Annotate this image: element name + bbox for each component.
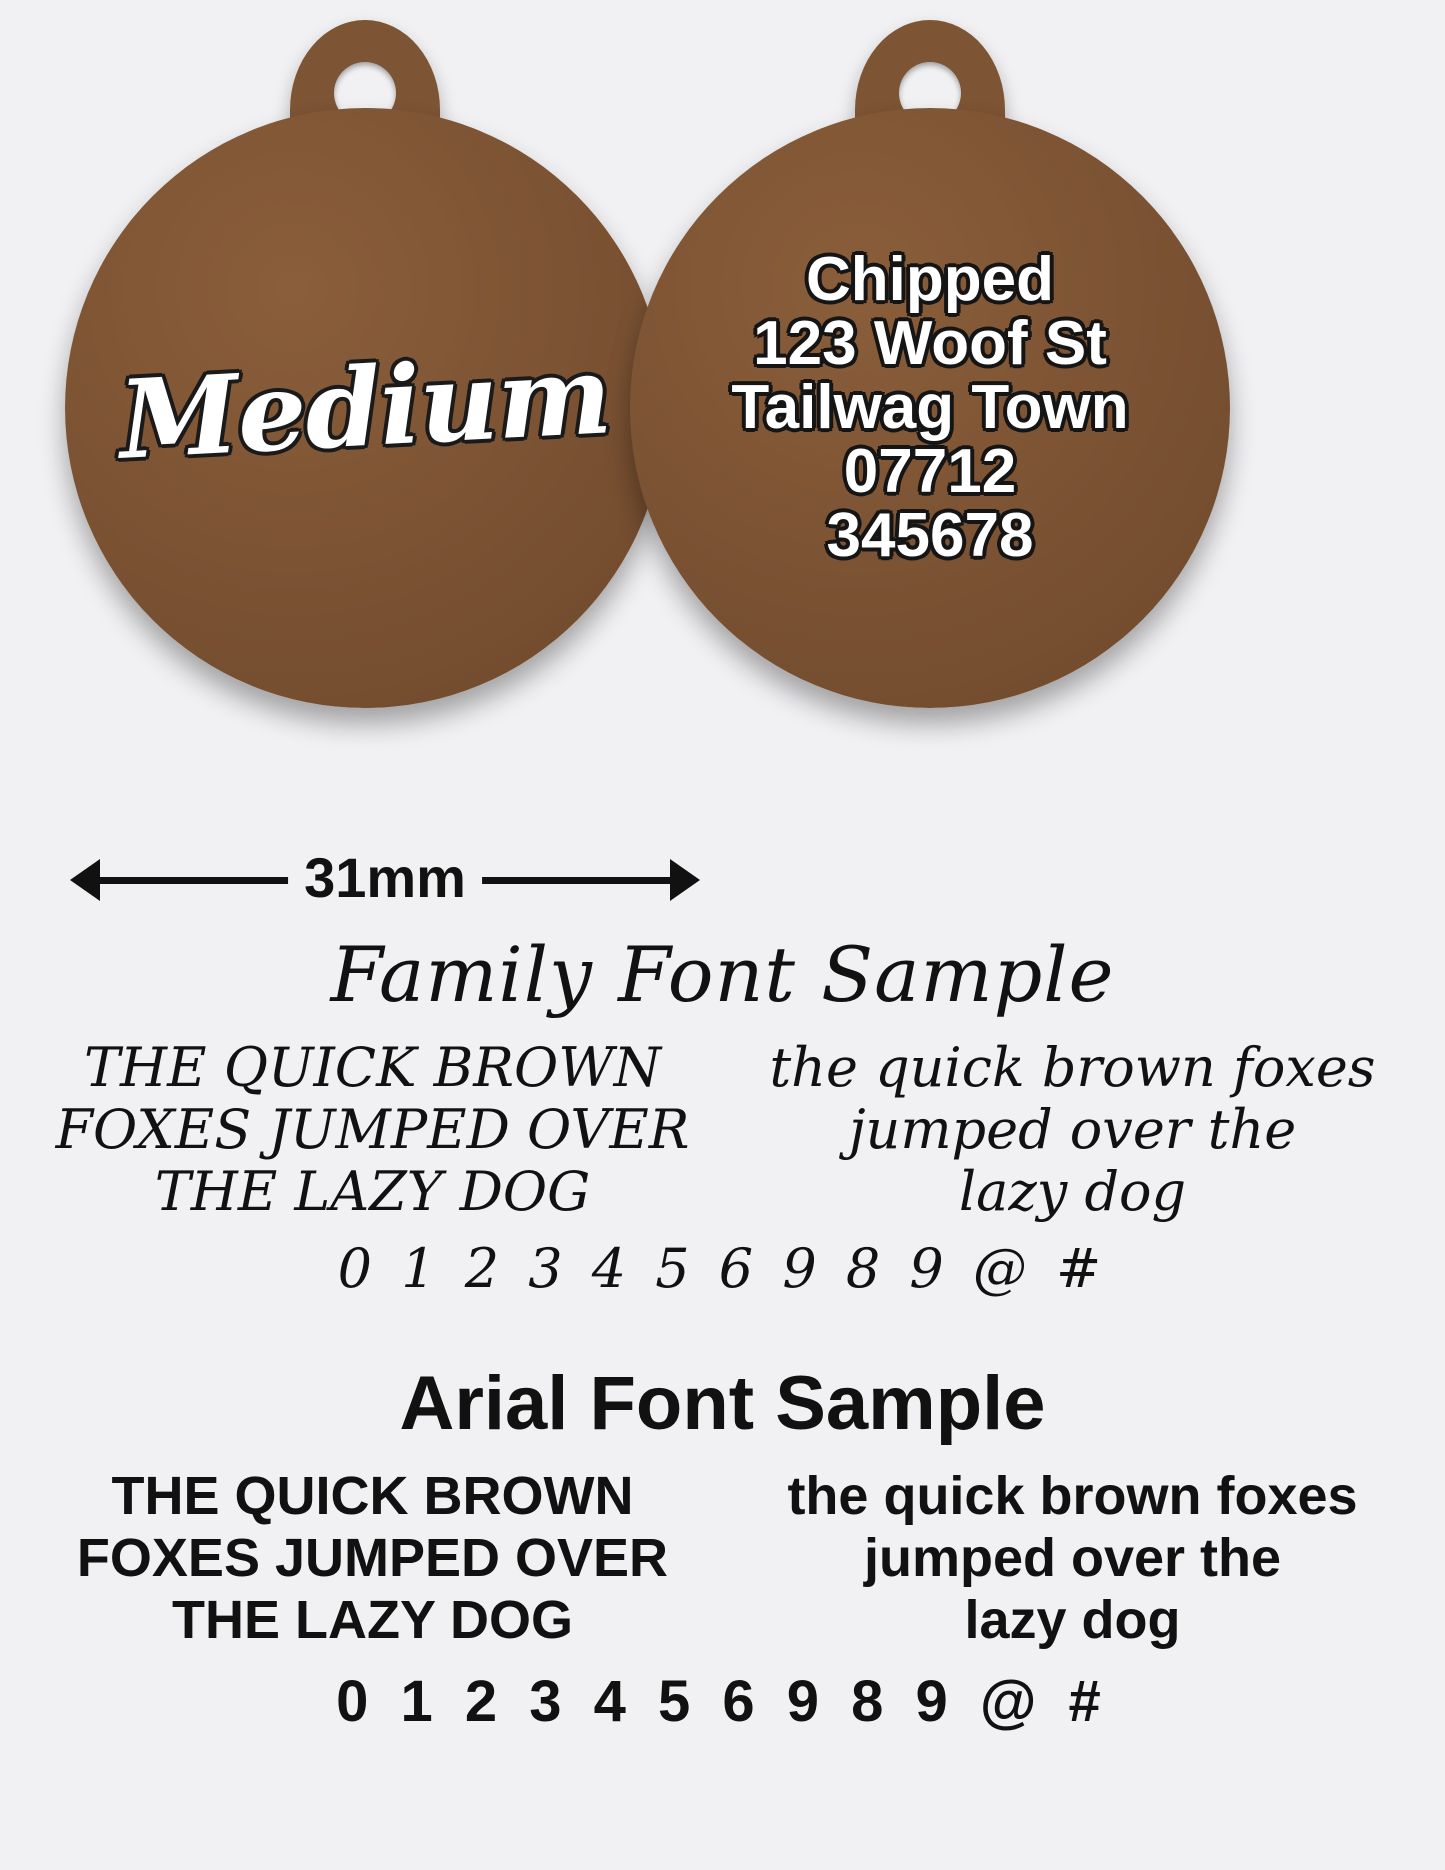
font-samples — [0, 930, 1445, 1735]
sample-line: the quick brown foxes — [787, 1466, 1358, 1527]
sample-line: THE LAZY DOG — [154, 1160, 591, 1224]
engraving-line: Chipped — [806, 245, 1054, 315]
sample-lowercase-family — [743, 1037, 1403, 1223]
sample-line: THE LAZY DOG — [171, 1590, 574, 1651]
sample-lowercase-arial — [743, 1465, 1403, 1651]
dimension-indicator — [70, 845, 700, 915]
font-sample-arial — [0, 1360, 1445, 1734]
tag-front — [55, 20, 675, 740]
sample-title-arial: Arial Font Sample — [399, 1361, 1046, 1447]
sample-line: the quick brown foxes — [769, 1036, 1376, 1099]
sample-line: THE QUICK BROWN — [111, 1466, 634, 1527]
tag-size-label: Medium — [116, 332, 614, 484]
pet-tag-preview — [0, 0, 1445, 830]
dimension-label: 31mm — [288, 843, 482, 913]
tag-engraving-text — [731, 245, 1129, 570]
sample-line: jumped over the — [863, 1528, 1282, 1589]
engraving-line: 123 Woof St — [753, 309, 1107, 379]
arrow-right-icon — [670, 859, 700, 901]
tag-back — [620, 20, 1240, 740]
sample-numbers-arial: 0 1 2 3 4 5 6 9 8 9 @ # — [336, 1668, 1109, 1734]
sample-line: lazy dog — [964, 1590, 1181, 1651]
sample-line: THE QUICK BROWN — [84, 1036, 661, 1099]
sample-line: FOXES JUMPED OVER — [55, 1098, 690, 1162]
sample-uppercase-family — [43, 1037, 703, 1223]
engraving-line: 07712 — [843, 436, 1017, 506]
sample-uppercase-arial — [43, 1465, 703, 1651]
sample-line: FOXES JUMPED OVER — [76, 1528, 669, 1589]
engraving-line: 345678 — [826, 500, 1034, 570]
sample-line: jumped over the — [848, 1098, 1297, 1162]
engraving-line: Tailwag Town — [731, 373, 1129, 443]
sample-line: lazy dog — [958, 1160, 1187, 1224]
sample-title-family: Family Font Sample — [330, 930, 1115, 1019]
tag-disc-back — [630, 108, 1230, 708]
sample-numbers-family: 0 1 2 3 4 5 6 9 8 9 @ # — [337, 1237, 1108, 1301]
tag-disc-front — [65, 108, 665, 708]
font-sample-family — [0, 930, 1445, 1300]
